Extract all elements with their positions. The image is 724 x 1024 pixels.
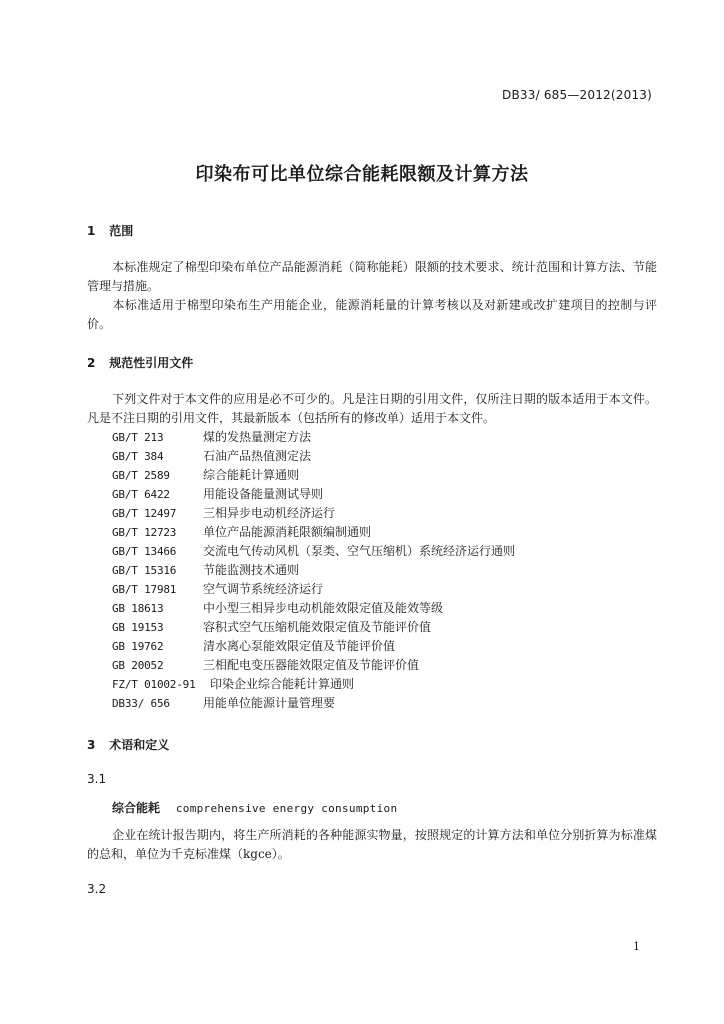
reference-name: 三相配电变压器能效限定值及节能评价值	[203, 658, 420, 672]
list-item	[112, 694, 515, 713]
list-item	[112, 466, 515, 485]
section-2-number: 2	[87, 356, 96, 370]
list-item	[112, 675, 515, 694]
section-1-title: 范围	[109, 224, 134, 238]
reference-name: 综合能耗计算通则	[203, 468, 300, 482]
reference-code: GB 18613	[112, 602, 164, 615]
reference-code: GB/T 213	[112, 431, 164, 444]
reference-code: GB/T 15316	[112, 564, 177, 577]
section-2-heading	[87, 354, 193, 371]
reference-code: GB 19153	[112, 621, 164, 634]
reference-name: 石油产品热值测定法	[203, 449, 312, 463]
list-item	[112, 561, 515, 580]
term-3-1-title	[112, 799, 397, 816]
section-1-paragraph-1-text: 本标准规定了棉型印染布单位产品能源消耗（简称能耗）限额的技术要求、统计范围和计算方法、节能管理与措施。	[87, 260, 657, 293]
reference-name: 容积式空气压缩机能效限定值及节能评价值	[203, 620, 432, 634]
section-1-heading	[87, 222, 133, 239]
list-item	[112, 523, 515, 542]
reference-code: GB/T 12497	[112, 507, 177, 520]
reference-name: 中小型三相异步电动机能效限定值及能效等级	[203, 601, 444, 615]
list-item	[112, 618, 515, 637]
list-item	[112, 637, 515, 656]
section-1-paragraph-1	[87, 258, 657, 296]
reference-name: 节能监测技术通则	[203, 563, 300, 577]
term-3-1-definition	[87, 826, 657, 864]
reference-name: 空气调节系统经济运行	[203, 582, 324, 596]
section-3-title: 术语和定义	[109, 738, 170, 752]
reference-code: GB 19762	[112, 640, 164, 653]
reference-code: GB/T 17981	[112, 583, 177, 596]
reference-name: 印染企业综合能耗计算通则	[210, 677, 355, 691]
list-item	[112, 656, 515, 675]
reference-code: GB/T 384	[112, 450, 164, 463]
list-item	[112, 542, 515, 561]
term-3-1-chinese: 综合能耗	[112, 801, 161, 815]
section-1-number: 1	[87, 224, 96, 238]
reference-name: 交流电气传动风机（泵类、空气压缩机）系统经济运行通则	[203, 544, 516, 558]
page-number: 1	[633, 940, 640, 953]
section-2-title: 规范性引用文件	[109, 356, 194, 370]
standard-number: DB33/ 685—2012(2013)	[502, 88, 652, 102]
reference-code: GB/T 6422	[112, 488, 170, 501]
list-item	[112, 428, 515, 447]
reference-name: 煤的发热量测定方法	[203, 430, 312, 444]
document-title: 印染布可比单位综合能耗限额及计算方法	[195, 164, 529, 185]
reference-name: 三相异步电动机经济运行	[203, 506, 336, 520]
reference-code: GB/T 12723	[112, 526, 177, 539]
reference-code: GB/T 13466	[112, 545, 177, 558]
list-item	[112, 504, 515, 523]
reference-code: GB 20052	[112, 659, 164, 672]
reference-code: DB33/ 656	[112, 697, 170, 710]
reference-code: FZ/T 01002-91	[112, 678, 196, 691]
reference-name: 清水离心泵能效限定值及节能评价值	[203, 639, 396, 653]
list-item	[112, 485, 515, 504]
section-3-number: 3	[87, 738, 96, 752]
section-1-paragraph-2-text: 本标准适用于棉型印染布生产用能企业，能源消耗量的计算考核以及对新建或改扩建项目的控制与评价。	[87, 298, 657, 331]
section-2-intro-text: 下列文件对于本文件的应用是必不可少的。凡是注日期的引用文件，仅所注日期的版本适用于本文件。凡是不注日期的引用文件，其最新版本（包括所有的修改单）适用于本文件。	[87, 392, 657, 425]
reference-name: 用能设备能量测试导则	[203, 487, 324, 501]
term-3-1-number: 3.1	[87, 772, 107, 786]
list-item	[112, 599, 515, 618]
list-item	[112, 447, 515, 466]
reference-code: GB/T 2589	[112, 469, 170, 482]
term-3-2-number: 3.2	[87, 882, 107, 896]
reference-name: 用能单位能源计量管理要	[203, 696, 336, 710]
list-item	[112, 580, 515, 599]
term-3-1-definition-text: 企业在统计报告期内，将生产所消耗的各种能源实物量，按照规定的计算方法和单位分别折算为标准煤的总和，单位为千克标准煤（kgce）。	[87, 828, 657, 861]
section-3-heading	[87, 736, 169, 753]
section-1-paragraph-2	[87, 296, 657, 334]
reference-name: 单位产品能源消耗限额编制通则	[203, 525, 372, 539]
term-3-1-english: comprehensive energy consumption	[175, 802, 398, 815]
section-2-intro	[87, 390, 657, 428]
reference-list	[112, 428, 515, 713]
